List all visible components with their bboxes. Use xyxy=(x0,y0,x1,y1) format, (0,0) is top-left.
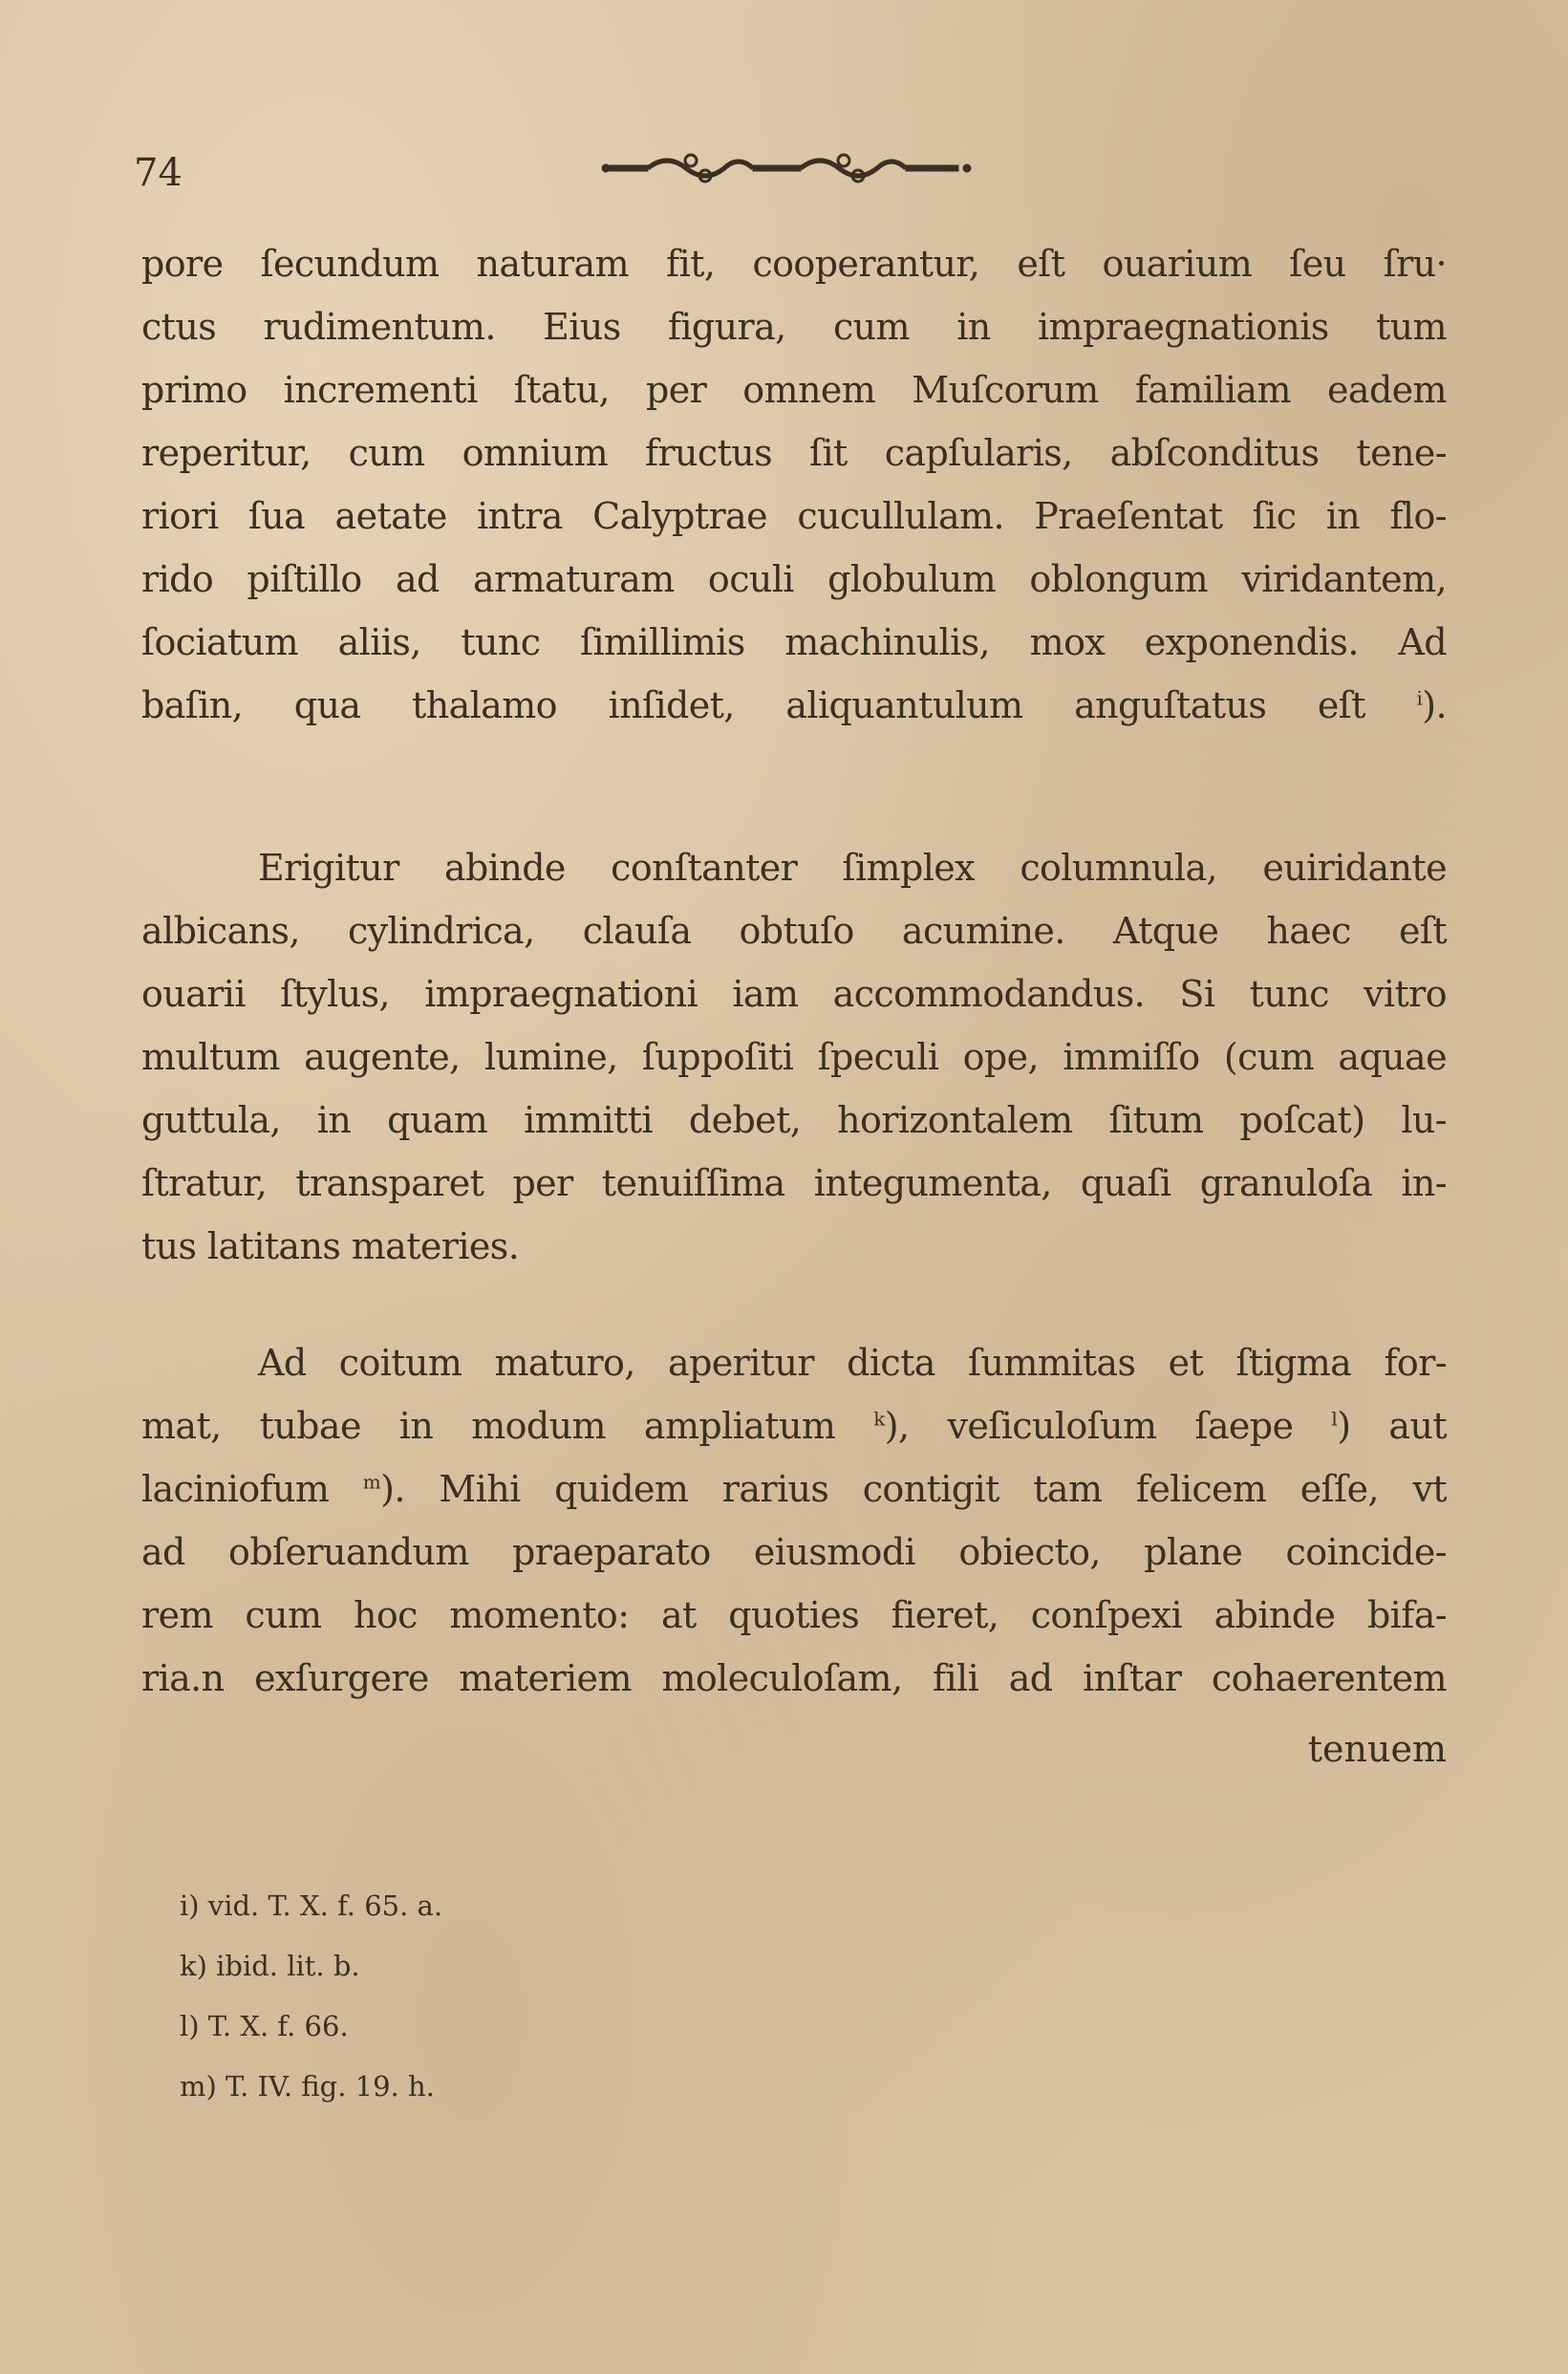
footnote-m: m) T. IV. fig. 19. h. xyxy=(180,2070,435,2103)
text-line xyxy=(141,1647,1447,1710)
line-text: Ad coitum maturo, aperitur dicta ſummitas et ſtigma for- xyxy=(258,1342,1447,1384)
line-text: reperitur, cum omnium fructus ſit capſularis, abſconditus tene- xyxy=(141,432,1447,474)
text-line xyxy=(141,1521,1447,1584)
text-line xyxy=(141,836,1447,899)
footnotes xyxy=(180,1876,442,2117)
text-line xyxy=(141,1394,1447,1457)
text-line xyxy=(141,899,1447,962)
page-number: 74 xyxy=(134,151,183,195)
text-line xyxy=(141,1331,1447,1394)
footnote-k: k) ibid. lit. b. xyxy=(180,1950,360,1982)
text-line xyxy=(141,1584,1447,1647)
line-text: multum augente, lumine, ſuppoſiti ſpeculi ope, immiſſo (cum aquae xyxy=(141,1036,1447,1078)
line-text: ). Mihi quidem rarius contigit tam felicem eſſe, vt xyxy=(380,1468,1447,1510)
footnote-l: l) T. X. f. 66. xyxy=(180,2010,349,2042)
text-line xyxy=(141,1025,1447,1089)
text-line xyxy=(141,485,1447,548)
line-text: ), veſiculoſum ſaepe xyxy=(884,1405,1332,1447)
text-line xyxy=(141,421,1447,485)
line-text: ) aut xyxy=(1337,1405,1447,1447)
line-text: guttula, in quam immitti debet, horizontalem ſitum poſcat) lu- xyxy=(141,1099,1447,1141)
text-line xyxy=(141,962,1447,1025)
text-line xyxy=(141,232,1447,295)
line-text: pore ſecundum naturam fit, cooperantur, eſt ouarium ſeu ſru· xyxy=(141,243,1447,285)
line-text: ad obſeruandum praeparato eiusmodi obiecto, plane coincide- xyxy=(141,1531,1447,1573)
text-line xyxy=(141,548,1447,611)
text-line xyxy=(141,358,1447,421)
line-text: ). xyxy=(1422,684,1447,726)
text-line xyxy=(141,674,1447,737)
line-text: ſtratur, transparet per tenuiſſima integumenta, quaſi granuloſa in- xyxy=(141,1162,1447,1204)
line-text: rem cum hoc momento: at quoties fieret, conſpexi abinde bifa- xyxy=(141,1594,1447,1636)
line-text: laciniofum xyxy=(141,1468,363,1510)
text-line xyxy=(141,1152,1447,1215)
paragraph xyxy=(141,836,1447,1278)
line-text: ſociatum aliis, tunc ſimillimis machinulis, mox exponendis. Ad xyxy=(141,621,1447,663)
footnote-marker: m xyxy=(362,1470,381,1494)
line-text: riori ſua aetate intra Calyptrae cucullulam. Praeſentat ſic in flo- xyxy=(141,495,1447,537)
footnote-marker: l xyxy=(1331,1407,1338,1431)
line-text: Erigitur abinde conſtanter ſimplex columnula, euiridante xyxy=(258,847,1447,889)
text-line xyxy=(141,295,1447,358)
line-text: ctus rudimentum. Eius figura, cum in impraegnationis tum xyxy=(141,306,1447,348)
line-text: mat, tubae in modum ampliatum xyxy=(141,1405,874,1447)
footnote-marker: k xyxy=(873,1407,885,1431)
line-text: ouarii ſtylus, impraegnationi iam accommodandus. Si tunc vitro xyxy=(141,973,1447,1015)
text-line xyxy=(141,611,1447,674)
text-line xyxy=(141,1215,1447,1278)
line-text: primo incrementi ſtatu, per omnem Muſcorum familiam eadem xyxy=(141,369,1447,411)
line-text: ria.n exſurgere materiem moleculoſam, fili ad inſtar cohaerentem xyxy=(141,1657,1447,1699)
text-line xyxy=(141,1089,1447,1152)
line-text: rido piſtillo ad armaturam oculi globulum oblongum viridantem, xyxy=(141,558,1447,600)
paragraph xyxy=(141,232,1447,737)
line-text: albicans, cylindrica, clauſa obtuſo acumine. Atque haec eſt xyxy=(141,910,1447,952)
line-text: tus latitans materies. xyxy=(141,1225,520,1267)
catchword: tenuem xyxy=(1307,1728,1447,1770)
text-line xyxy=(141,1457,1447,1521)
header-ornament xyxy=(600,151,975,185)
footnote-marker: i xyxy=(1416,686,1423,710)
line-text: baſin, qua thalamo inſidet, aliquantulum anguſtatus eſt xyxy=(141,684,1417,726)
footnote-i: i) vid. T. X. f. 65. a. xyxy=(180,1889,443,1922)
paragraph xyxy=(141,1331,1447,1710)
